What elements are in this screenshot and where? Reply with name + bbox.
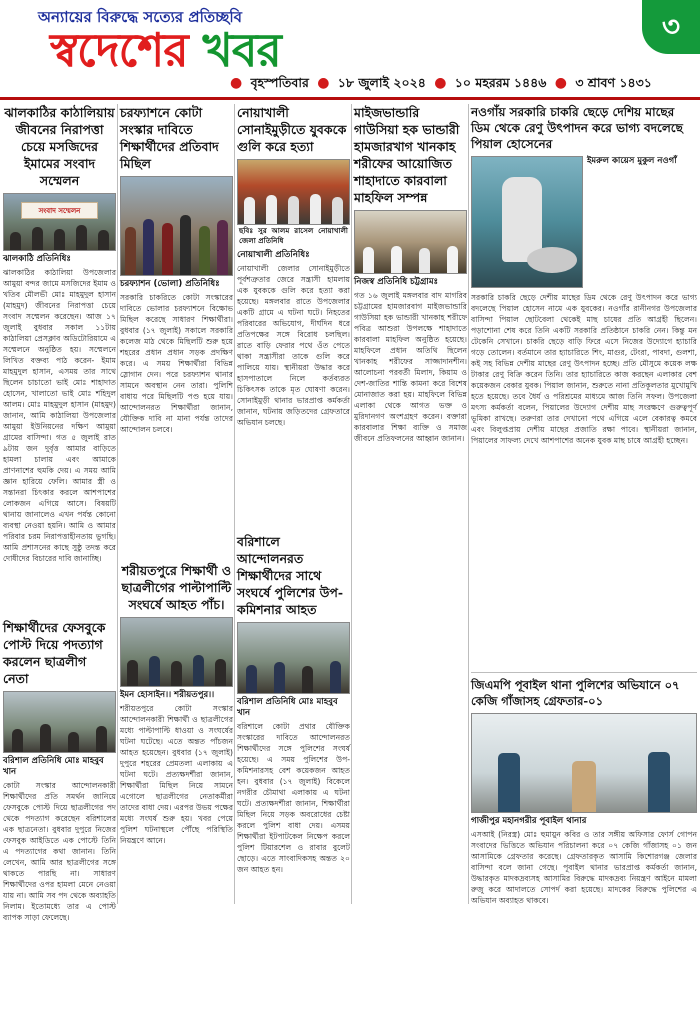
bullet-icon: ● [317,75,330,91]
article-headline: মাইজভান্ডারি গাউসিয়া হক ভান্ডারী হামজারখাগ খানকাহ শরীফের আয়োজিত শাহাদাতে কারবালা মাহফিল সম্পন্ন [354,105,460,205]
article-byline: ইমরুল কায়েস মুকুল নওগাঁ [587,156,677,166]
article-box [471,672,697,907]
photo-people [355,239,466,273]
article-byline: চরফ্যাশন (ভোলা) প্রতিনিধিঃ [120,279,220,289]
article-body: ঝালকাঠির কাঠালিয়া উপজেলার আমুয়া বন্দর জামে মসজিদের ইমাম ও খতিব মৌলভী মোঃ মাহমুদুল হাসান (মাহমুদ) জীবনের নিরাপত্তা চেয়ে সংবাদ সম্মেলন করেছেন। আজ ১৭ জুলাই বুধবার সকাল ১১টায় কাঠালিয়া প্রেসক্লাব অডিটোরিয়ামে এ সম্মেলনে অনুষ্ঠিত হয়। সম্মেলনে লিখিত বক্তব্য পাঠ করেন- ইমাম মাহমুদুল হাসান, এসময় তার সাথে ছিলেন চাচাতো ভাই মোঃ শাহাদাত হোসেন, খালাতো ভাই মোঃ শহিদুল আলম। মোঃ মাহমুদুল হাসান (মাহমুদ) জানান, আমি কাঠালিয়া উপজেলার আমুয়া ইউনিয়নের দক্ষিণ আমুয়া গ্রামের বাসিন্দা। গত ৫ জুলাই রাত ৯টায় জন দুর্বৃত্ত আমার বাড়িতে হামলা চালায় এবং আমাকে প্রাণনাশের হুমকি দেয়। এ সময় আমি জ্ঞান হারিয়ে ফেলি। আমার স্ত্রী ও সন্তানরা চিৎকার করলে আশপাশের লোকজন এগিয়ে আসে। বিষয়টি থানায় জানালেও এখন পর্যন্ত কোনো ব্যবস্থা নেওয়া হয়নি। আমি ও আমার পরিবার চরম নিরাপত্তাহীনতায় ভুগছি। আমি প্রশাসনের কাছে সুষ্ঠু তদন্ত করে দোষীদের বিচারের দাবি জানাচ্ছি। [3,268,116,563]
article-byline: নোয়াখালী প্রতিনিধিঃ [237,250,310,260]
photo-banner-text: সংবাদ সম্মেলন [38,206,81,215]
photo-people [472,739,696,813]
column-4 [354,104,467,904]
article-byline: ইমন হোসাইন।। শরীয়তপুর।। [120,690,215,700]
bullet-icon: ● [434,75,447,91]
bullet-icon: ● [554,75,567,91]
article-body: এসআই (নিরস্ত্র) মোঃ হুমায়ুন কবির ও তার সঙ্গীয় অফিসার ফোর্স গোপন সংবাদের ভিত্তিতে অভিযান পরিচালনা করে ০৭ কেজি গাঁজাসহ ০১ জন আসামিকে গ্রেফতার করেছে। গ্রেফতারকৃত আসামি কিশোরগঞ্জ জেলার বাসিন্দা বলে জানা গেছে। পূবাইল থানার ভারপ্রাপ্ত কর্মকর্তা জানান, উদ্ধারকৃত মাদকদ্রব্যসহ আসামির বিরুদ্ধে মাদকদ্রব্য নিয়ন্ত্রণ আইনে মামলা রুজু করে আদালতে সোপর্দ করা হয়েছে। মাদকের বিরুদ্ধে পুলিশের এ অভিযান অব্যাহত থাকবে। [471,830,697,905]
article-body: কোটা সংস্কার আন্দোলনকারী শিক্ষার্থীদের প্রতি সমর্থন জানিয়ে ফেসবুকে পোস্ট দিয়ে ছাত্রলীগের পদ থেকে পদত্যাগ করেছেন বরিশালের এক ছাত্রনেতা। বুধবার দুপুরে নিজের ফেসবুক আইডিতে এক পোস্টে তিনি এ পদত্যাগের কথা জানান। তিনি লেখেন, আমি আর ছাত্রলীগের সঙ্গে থাকতে পারছি না। সাধারণ শিক্ষার্থীদের ওপর হামলা মেনে নেওয়া যায় না। আমি সব পদ থেকে অব্যাহতি নিলাম। ইতোমধ্যে তার এ পোস্ট ব্যাপক সাড়া ফেলেছে। [3,781,116,922]
article-photo [237,622,350,694]
column-2 [120,104,233,904]
article-photo [120,617,233,687]
article-body: গত ১৬ জুলাই মঙ্গলবার বাদ মাগরিব চট্টগ্রামের হামজারবাগ মাইজভান্ডারি গাউসিয়া হক ভান্ডারী খানকাহ শরীফে পবিত্র আশুরা উপলক্ষে শাহাদাতে কারবালা মাহফিল অনুষ্ঠিত হয়েছে। মাহফিলে প্রধান অতিথি ছিলেন খানকাহ শরীফের সাজ্জাদানশীন। আলোচনা পরবর্তী মিলাদ, কিয়াম ও দেশ-জাতির শান্তি কামনা করে বিশেষ মোনাজাত করা হয়। মাহফিলে বিভিন্ন এলাকা থেকে আগত ভক্ত ও মুরিদানগণ অংশগ্রহণ করেন। বক্তারা কারবালার শিক্ষা ব্যক্তি ও সমাজ জীবনে প্রতিফলনের আহ্বান জানান। [354,291,467,443]
article-body: সরকারি চাকরি ছেড়ে দেশীয় মাছের ডিম থেকে রেণু উৎপাদন করে ভাগ্য বদলেছে পিয়াল হোসেন নামে এক যুবকের। নওগাঁর রানীনগর উপজেলার বাসিন্দা পিয়াল ছোটবেলা থেকেই মাছ চাষের প্রতি আগ্রহী ছিলেন। পড়াশোনা শেষ করে তিনি একটি সরকারি প্রতিষ্ঠানে চাকরি নেন। কিন্তু মন টেকেনি সেখানে। চাকরি ছেড়ে বাড়ি ফিরে এসে নিজের উদ্যোগে হ্যাচারি গড়ে তোলেন। বর্তমানে তার হ্যাচারিতে শিং, মাগুর, টেংরা, পাবদা, গুলশা, কই সহ বিভিন্ন দেশীয় মাছের রেণু উৎপাদন হচ্ছে। প্রতি মৌসুমে কয়েক লক্ষ টাকার রেণু বিক্রি করেন তিনি। তার হ্যাচারিতে কাজ করছেন এলাকার বেশ কয়েকজন বেকার যুবক। পিয়াল জানান, শুরুতে নানা প্রতিকূলতার মুখোমুখি হতে হয়েছে। তবে ধৈর্য ও পরিশ্রমের মাধ্যমে আজ তিনি সফল। উপজেলা মৎস্য কর্মকর্তা বলেন, পিয়ালের উদ্যোগ দেশীয় মাছ সংরক্ষণে গুরুত্বপূর্ণ ভূমিকা রাখছে। তরুণরা তার দেখানো পথে এগিয়ে এলে বেকারত্ব কমবে এবং বিলুপ্তপ্রায় দেশীয় মাছের প্রজাতি রক্ষা পাবে। স্থানীয়রা জানান, পিয়ালের সাফল্য দেখে আশপাশের অনেক যুবক মাছ চাষে আগ্রহী হচ্ছেন। [471,293,697,445]
article-headline: নওগাঁয় সরকারি চাকরি ছেড়ে দেশিয় মাছের ডিম থেকে রেণু উৎপাদন করে ভাগ্য বদলেছে পিয়াল হোসেনের [471,105,683,151]
article-photo [3,691,116,753]
photo-people [4,219,115,250]
article-body: শরীয়তপুরে কোটা সংস্কার আন্দোলনকারী শিক্ষার্থী ও ছাত্রলীগের মধ্যে পাল্টাপাল্টি ধাওয়া ও সংঘর্ষের ঘটনা ঘটেছে। এতে অন্তত পাঁচজন আহত হয়েছেন। বুধবার (১৭ জুলাই) দুপুরে শহরের প্রেমতলা এলাকায় এ ঘটনা ঘটে। প্রত্যক্ষদর্শীরা জানান, শিক্ষার্থীরা মিছিল নিয়ে সামনে এগোলে ছাত্রলীগের নেতাকর্মীরা তাদের বাধা দেয়। এরপর উভয় পক্ষের মধ্যে সংঘর্ষ শুরু হয়। খবর পেয়ে পুলিশ ঘটনাস্থলে পৌঁছে পরিস্থিতি নিয়ন্ত্রণে আনে। [120,704,233,845]
article-photo [120,176,233,276]
title-red-part: স্বদেশের [50,23,188,77]
article-byline: নিজস্ব প্রতিনিধি চট্টগ্রামঃ [354,277,439,287]
article-headline: শরীয়তপুরে শিক্ষার্থী ও ছাত্রলীগের পাল্টাপাল্টি সংঘর্ষে আহত পাঁচ। [121,563,232,612]
article-body: বরিশালে কোটা প্রথার যৌক্তিক সংস্কারের দাবিতে আন্দোলনরত শিক্ষার্থীদের সঙ্গে পুলিশের সংঘর্ষ হয়েছে। এ সময় পুলিশের উপ-কমিশনারসহ বেশ কয়েকজন আহত হন। বুধবার (১৭ জুলাই) বিকেলে নগরীর চৌমাথা এলাকায় এ ঘটনা ঘটে। প্রত্যক্ষদর্শীরা জানান, শিক্ষার্থীরা মিছিল নিয়ে সড়ক অবরোধের চেষ্টা করলে পুলিশ বাধা দেয়। এসময় শিক্ষার্থীরা ইটপাটকেল নিক্ষেপ করলে পুলিশ টিয়ারশেল ও রাবার বুলেট ছোড়ে। এতে সাংবাদিকসহ অন্তত ২০ জন আহত হন। [237,722,350,874]
article-byline: বরিশাল প্রতিনিধি মোঃ মাহবুব খান [237,697,338,718]
article-headline: নোয়াখালী সোনাইমুড়ীতে যুবককে গুলি করে হত্যা [237,105,347,154]
article-lead-row [471,156,697,288]
day-label: বৃহস্পতিবার [250,75,309,90]
column-5 [471,104,697,904]
article-byline: বরিশাল প্রতিনিধি মোঃ মাহবুব খান [3,756,104,777]
page-number-badge: ৩ [642,0,700,54]
article-photo [237,159,350,225]
dateline [226,75,652,95]
photo-people [238,655,349,694]
article-headline: চরফ্যাশনে কোটা সংস্কার দাবিতে শিক্ষার্থীদের প্রতিবাদ মিছিল [120,105,219,171]
article-photo [3,193,116,251]
article-body: সরকারি চাকরিতে কোটা সংস্কারের দাবিতে ভোলার চরফ্যাশনে বিক্ষোভ মিছিল করেছে সাধারণ শিক্ষার্থীরা। বুধবার (১৭ জুলাই) সকালে সরকারি কলেজ মাঠ থেকে মিছিলটি শুরু হয়ে শহরের প্রধান প্রধান সড়ক প্রদক্ষিণ করে। এ সময় শিক্ষার্থীরা বিভিন্ন স্লোগান দেন। পরে চরফ্যাশন থানার সামনে অবস্থান নেন তারা। পুলিশি বাধায় পরে মিছিলটি পণ্ড হয়ে যায়। আন্দোলনরত শিক্ষার্থীরা জানান, যৌক্তিক দাবি না মানা পর্যন্ত তাদের আন্দোলন চলবে। [120,293,233,434]
date-hijri: ১০ মহররম ১৪৪৬ [454,75,547,90]
date-english: ১৮ জুলাই ২০২৪ [337,75,426,90]
tagline: অন্যায়ের বিরুদ্ধে সত্যের প্রতিচ্ছবি [38,8,242,26]
column-3 [237,104,350,904]
bullet-icon: ● [230,75,243,91]
article-body-lead [587,156,697,288]
newspaper-title [50,22,281,78]
article-headline: বরিশালে আন্দোলনরত শিক্ষার্থীদের সাথে সংঘর্ষে পুলিশের উপ-কমিশনার আহত [237,534,344,617]
photo-bowl [527,247,577,273]
photo-people [238,186,349,224]
article-byline: গাজীপুর মহানগরীর পূবাইল থানার [471,816,587,826]
article-photo [471,713,697,813]
article-headline: শিক্ষার্থীদের ফেসবুকে পোস্ট দিয়ে পদত্যাগ করলেন ছাত্রলীগ নেতা [3,620,106,686]
column-divider [117,104,118,904]
masthead [0,0,700,95]
photo-people [121,206,232,275]
article-headline: ঝালকাঠির কাঠালিয়ায় জীবনের নিরাপত্তা চেয়ে মসজিদের ইমামের সংবাদ সম্মেলন [4,105,115,188]
article-photo [471,156,583,288]
photo-banner [21,202,99,219]
column-divider [234,104,235,904]
article-photo [354,210,467,274]
masthead-rule [0,97,700,100]
photo-caption: ছবিঃ সুর আলম রাসেল নোয়াখালী জেলা প্রতিনিধি [239,226,348,245]
article-byline: ঝালকাঠি প্রতিনিধিঃ [3,254,71,264]
photo-people [4,719,115,752]
article-headline: জিএমপি পূবাইল থানা পুলিশের অভিযানে ০৭ কেজি গাঁজাসহ গ্রেফতার-০১ [471,678,680,708]
date-bangla: ৩ শ্রাবণ ১৪৩১ [575,75,652,90]
photo-people [121,649,232,686]
article-body: নোয়াখালী জেলার সোনাইমুড়ীতে পূর্বশত্রুতার জেরে সন্ত্রাসী হামলায় এক যুবককে গুলি করে হত্যা করা হয়েছে। মঙ্গলবার রাতে উপজেলার একটি গ্রামে এ ঘটনা ঘটে। নিহতের পরিবারের অভিযোগ, দীর্ঘদিন ধরে প্রতিপক্ষের সঙ্গে বিরোধ চলছিল। রাতে বাড়ি ফেরার পথে ওঁত পেতে থাকা সন্ত্রাসীরা তাকে গুলি করে পালিয়ে যায়। স্থানীয়রা উদ্ধার করে হাসপাতালে নিলে কর্তব্যরত চিকিৎসক তাকে মৃত ঘোষণা করেন। সোনাইমুড়ী থানার ভারপ্রাপ্ত কর্মকর্তা জানান, ঘটনায় জড়িতদের গ্রেফতারে অভিযান চলছে। [237,264,350,427]
column-divider [351,104,352,904]
title-green-part: খবর [202,23,281,77]
column-1 [3,104,116,922]
column-divider [468,104,469,904]
